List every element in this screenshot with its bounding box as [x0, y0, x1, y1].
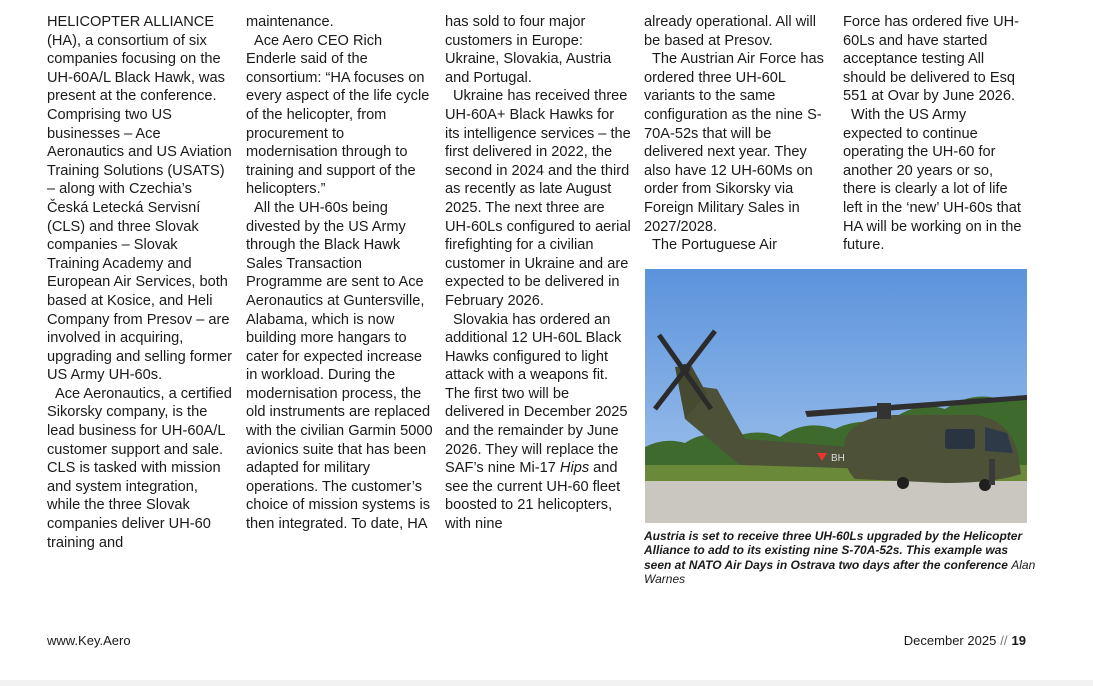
- website-footer: www.Key.Aero: [47, 633, 131, 648]
- paragraph: already operational. All will be based at Presov.: [644, 14, 816, 49]
- paragraph: The Portuguese Air: [652, 237, 777, 254]
- article-column-4: [644, 13, 829, 255]
- paragraph-tail: and see the current UH-60 fleet boosted to 21 helicopters, with nine: [445, 460, 621, 533]
- paragraph: [445, 311, 632, 534]
- footer-separator: //: [1000, 633, 1008, 648]
- italic-term: Hips: [559, 460, 590, 477]
- person: [989, 459, 995, 485]
- paragraph: HELICOPTER ALLIANCE (HA), a consortium of six companies focusing on the UH-60A/L Black Hawk, was present at the conference. Comprising two US businesses – Ace Aeronautics and US Aviation Training Solutions (USATS) – along with Czechia’s Česká Letecká Servisní (CLS) and three Slovak companies – Slovak Training Academy and European Air Services, both based at Kosice, and Heli Company from Presov – are involved in acquiring, upgrading and selling former US Army UH-60s.: [47, 14, 232, 384]
- paragraph: Ukraine has received three UH-60A+ Black Hawks for its intelligence services – the first delivered in 2022, the second in 2024 and the third as recently as late August 2025. The next three are UH-60Ls configured to aerial firefighting for a civilian customer in Ukraine and are expected to be delivered in February 2026.: [445, 88, 631, 309]
- article-column-1: [47, 13, 232, 552]
- article-column-3: [445, 13, 632, 534]
- paragraph: Ace Aero CEO Rich Enderle said of the consortium: “HA focuses on every aspect of the life cycle of the helicopter, from procurement to modernisation through to training and support of the helicopters.”: [246, 32, 430, 198]
- article-column-2: [246, 13, 433, 534]
- paragraph: All the UH-60s being divested by the US Army through the Black Hawk Sales Transaction Programme are sent to Ace Aeronautics at Guntersville, Alabama, which is now building more hangars to cater for expected increase in workload. During the modernisation process, the old instruments are replaced with the civilian Garmin 5000 avionics suite that has been adapted for military operations. The customer’s choice of mission systems is then integrated. To date, HA: [246, 199, 433, 533]
- bottom-strip: [0, 680, 1093, 686]
- issue-footer: [904, 633, 1026, 648]
- helicopter-illustration: [645, 269, 1027, 523]
- rotor-hub: [877, 403, 891, 419]
- caption-text: Austria is set to receive three UH-60Ls upgraded by the Helicopter Alliance to add to its existing nine S-70A-52s. This example was seen at NATO Air Days in Ostrava two days after the conference: [644, 529, 1023, 572]
- helicopter-photo: [645, 269, 1027, 523]
- issue-date: December 2025: [903, 633, 997, 648]
- paragraph: has sold to four major customers in Europe: Ukraine, Slovakia, Austria and Portugal.: [445, 14, 612, 86]
- page-number: 19: [1011, 633, 1026, 648]
- paragraph: Force has ordered five UH-60Ls and have started acceptance testing All should be delivered to Esq 551 at Ovar by June 2026.: [843, 14, 1020, 105]
- tarmac: [645, 481, 1027, 523]
- main-wheel: [897, 477, 909, 489]
- paragraph: Ace Aeronautics, a certified Sikorsky company, is the lead business for UH-60A/L customer support and sale. CLS is tasked with mission and system integration, while the three Slovak companies deliver UH-60 training and: [47, 385, 232, 551]
- photo-caption: [644, 529, 1036, 587]
- article-column-5: [843, 13, 1028, 255]
- paragraph-text: Slovakia has ordered an additional 12 UH-60L Black Hawks configured to light attack with a weapons fit. The first two will be delivered in December 2025 and the remainder by June 2026. They will replace the SAF’s nine Mi-17: [445, 311, 628, 477]
- paragraph: maintenance.: [246, 14, 334, 30]
- photo-credit: Alan Warnes: [644, 557, 1036, 587]
- window: [945, 429, 975, 449]
- paragraph: The Austrian Air Force has ordered three UH-60L variants to the same configuration as the nine S-70A-52s that will be delivered next year. They also have 12 UH-60Ms on order from Sikorsky via Foreign Military Sales in 2027/2028.: [644, 51, 824, 235]
- fin-marking: BH: [831, 453, 845, 464]
- paragraph: With the US Army expected to continue operating the UH-60 for another 20 years or so, there is clearly a lot of life left in the ‘new’ UH-60s that HA will be working on in the future.: [843, 106, 1022, 254]
